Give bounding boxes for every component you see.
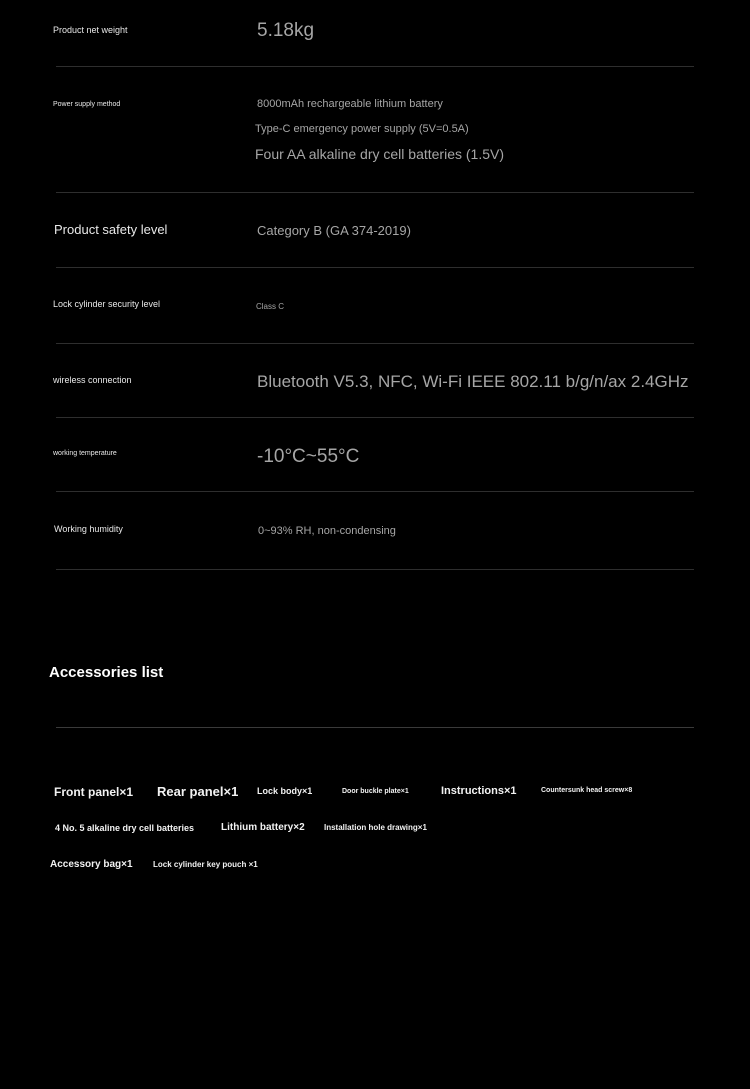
divider xyxy=(56,491,694,492)
spec-value-power-1: 8000mAh rechargeable lithium battery xyxy=(257,98,443,110)
divider xyxy=(56,569,694,570)
divider xyxy=(56,192,694,193)
spec-label-wireless: wireless connection xyxy=(53,375,132,385)
spec-label-net-weight: Product net weight xyxy=(53,25,128,35)
accessory-item: 4 No. 5 alkaline dry cell batteries xyxy=(55,823,195,833)
accessory-item: Lock cylinder key pouch ×1 xyxy=(153,860,258,869)
spec-label-temperature: working temperature xyxy=(53,450,117,457)
accessory-item: Lock body×1 xyxy=(257,786,313,796)
spec-label-power-supply: Power supply method xyxy=(53,101,121,108)
spec-value-lock-cylinder: Class C xyxy=(256,302,285,311)
spec-value-power-2: Type-C emergency power supply (5V=0.5A) xyxy=(255,123,469,135)
spec-label-humidity: Working humidity xyxy=(54,524,123,534)
accessories-title: Accessories list xyxy=(49,664,164,681)
spec-value-safety-level: Category B (GA 374-2019) xyxy=(257,223,411,238)
accessory-item: Installation hole drawing×1 xyxy=(324,823,427,832)
spec-label-safety-level: Product safety level xyxy=(54,222,168,237)
divider xyxy=(56,727,694,728)
spec-label-lock-cylinder: Lock cylinder security level xyxy=(53,299,161,309)
divider xyxy=(56,343,694,344)
accessory-item: Door buckle plate×1 xyxy=(342,788,409,795)
spec-value-net-weight: 5.18kg xyxy=(257,20,315,41)
accessory-item: Accessory bag×1 xyxy=(50,859,133,870)
accessory-item: Instructions×1 xyxy=(441,785,517,797)
spec-value-temperature: -10°C~55°C xyxy=(257,446,360,467)
accessory-item: Front panel×1 xyxy=(54,785,134,799)
spec-value-power-3: Four AA alkaline dry cell batteries (1.5V) xyxy=(255,146,505,162)
accessory-item: Rear panel×1 xyxy=(157,784,239,799)
divider xyxy=(56,66,694,67)
divider xyxy=(56,267,694,268)
spec-value-humidity: 0~93% RH, non-condensing xyxy=(258,525,396,537)
accessory-item: Lithium battery×2 xyxy=(221,822,305,833)
spec-value-wireless: Bluetooth V5.3, NFC, Wi-Fi IEEE 802.11 b/g/n/ax 2.4GHz xyxy=(257,372,689,391)
divider xyxy=(56,417,694,418)
accessory-item: Countersunk head screw×8 xyxy=(541,787,633,794)
